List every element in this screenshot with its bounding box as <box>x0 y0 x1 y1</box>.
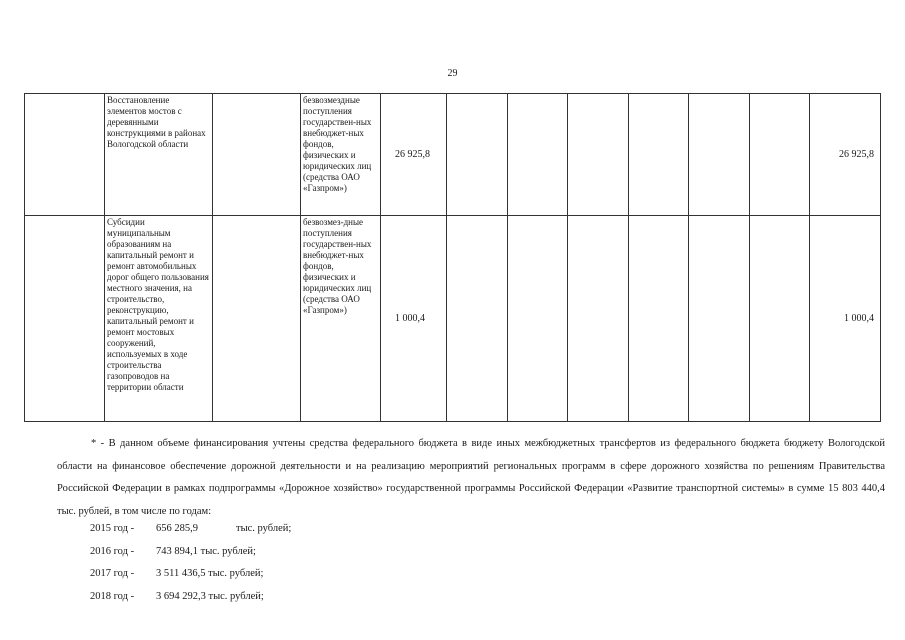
year-label: 2016 год - <box>90 545 135 557</box>
table-cell-empty <box>508 94 568 216</box>
table-cell-empty <box>25 216 105 422</box>
activity-name-cell <box>105 94 213 216</box>
funding-source: безвозмез-дные поступления государствен-ных внебюджет-ных фондов, физических и юридических лиц (средства ОАО «Газпром») <box>303 217 372 315</box>
footnote <box>57 433 885 523</box>
table-cell-empty <box>568 216 629 422</box>
table-cell-empty <box>213 216 301 422</box>
total-value: 26 925,8 <box>839 149 874 160</box>
year-label: 2018 год - <box>90 590 135 602</box>
table-cell-empty <box>689 216 750 422</box>
total-cell <box>810 216 881 422</box>
budget-table <box>24 93 881 422</box>
year-value: 656 285,9 <box>156 523 198 534</box>
table-cell-empty <box>25 94 105 216</box>
table-row <box>25 94 881 216</box>
year-label: 2015 год - <box>90 523 135 534</box>
table-cell-empty <box>213 94 301 216</box>
table-cell-empty <box>750 94 810 216</box>
total-value: 1 000,4 <box>844 313 874 324</box>
activity-name: Восстановление элементов мостов с деревянными конструкциями в районах Вологодской области <box>107 95 206 149</box>
year-value: 3 511 436,5 тыс. рублей; <box>156 568 264 579</box>
years-list <box>90 518 291 608</box>
table-row <box>25 216 881 422</box>
year-row <box>90 563 291 586</box>
table-cell-empty <box>447 94 508 216</box>
table-cell-empty <box>568 94 629 216</box>
amount-cell <box>381 94 447 216</box>
funding-source-cell <box>301 94 381 216</box>
footnote-text: * - В данном объеме финансирования учтены средства федерального бюджета в виде иных межбюджетных трансфертов из федерального бюджета бюджету Вологодской области на финансовое обеспечение дорожной деятельности и на реализацию мероприятий региональных программ в сфере дорожного хозяйства по решениям Правительства Российской Федерации в рамках подпрограммы «Дорожное хозяйство» государственной программы Российской Федерации «Развитие транспортной системы» в сумме 15 803 440,4 тыс. рублей, в том числе по годам: <box>57 438 885 517</box>
year-value: 3 694 292,3 тыс. рублей; <box>156 590 264 602</box>
table-cell-empty <box>447 216 508 422</box>
funding-source: безвозмездные поступления государствен-ных внебюджет-ных фондов, физических и юридических лиц (средства ОАО «Газпром») <box>303 95 372 193</box>
table-cell-empty <box>689 94 750 216</box>
year-row <box>90 518 291 541</box>
year-row <box>90 541 291 564</box>
year-row <box>90 586 291 609</box>
amount-cell <box>381 216 447 422</box>
amount-value: 26 925,8 <box>395 149 430 160</box>
table-cell-empty <box>508 216 568 422</box>
funding-source-cell <box>301 216 381 422</box>
total-cell <box>810 94 881 216</box>
activity-name-cell <box>105 216 213 422</box>
year-label: 2017 год - <box>90 568 135 579</box>
table-cell-empty <box>750 216 810 422</box>
table-cell-empty <box>629 94 689 216</box>
table-cell-empty <box>629 216 689 422</box>
year-value: 743 894,1 тыс. рублей; <box>156 545 256 557</box>
amount-value: 1 000,4 <box>395 313 425 324</box>
page-number: 29 <box>447 68 458 79</box>
year-unit: тыс. рублей; <box>236 523 292 534</box>
activity-name: Субсидии муниципальным образованиям на капитальный ремонт и ремонт автомобильных дорог общего пользования местного значения, на строительство, реконструкцию, капитальный ремонт и ремонт мостовых сооружений, используемых в ходе строительства газопроводов на территории области <box>107 217 209 392</box>
